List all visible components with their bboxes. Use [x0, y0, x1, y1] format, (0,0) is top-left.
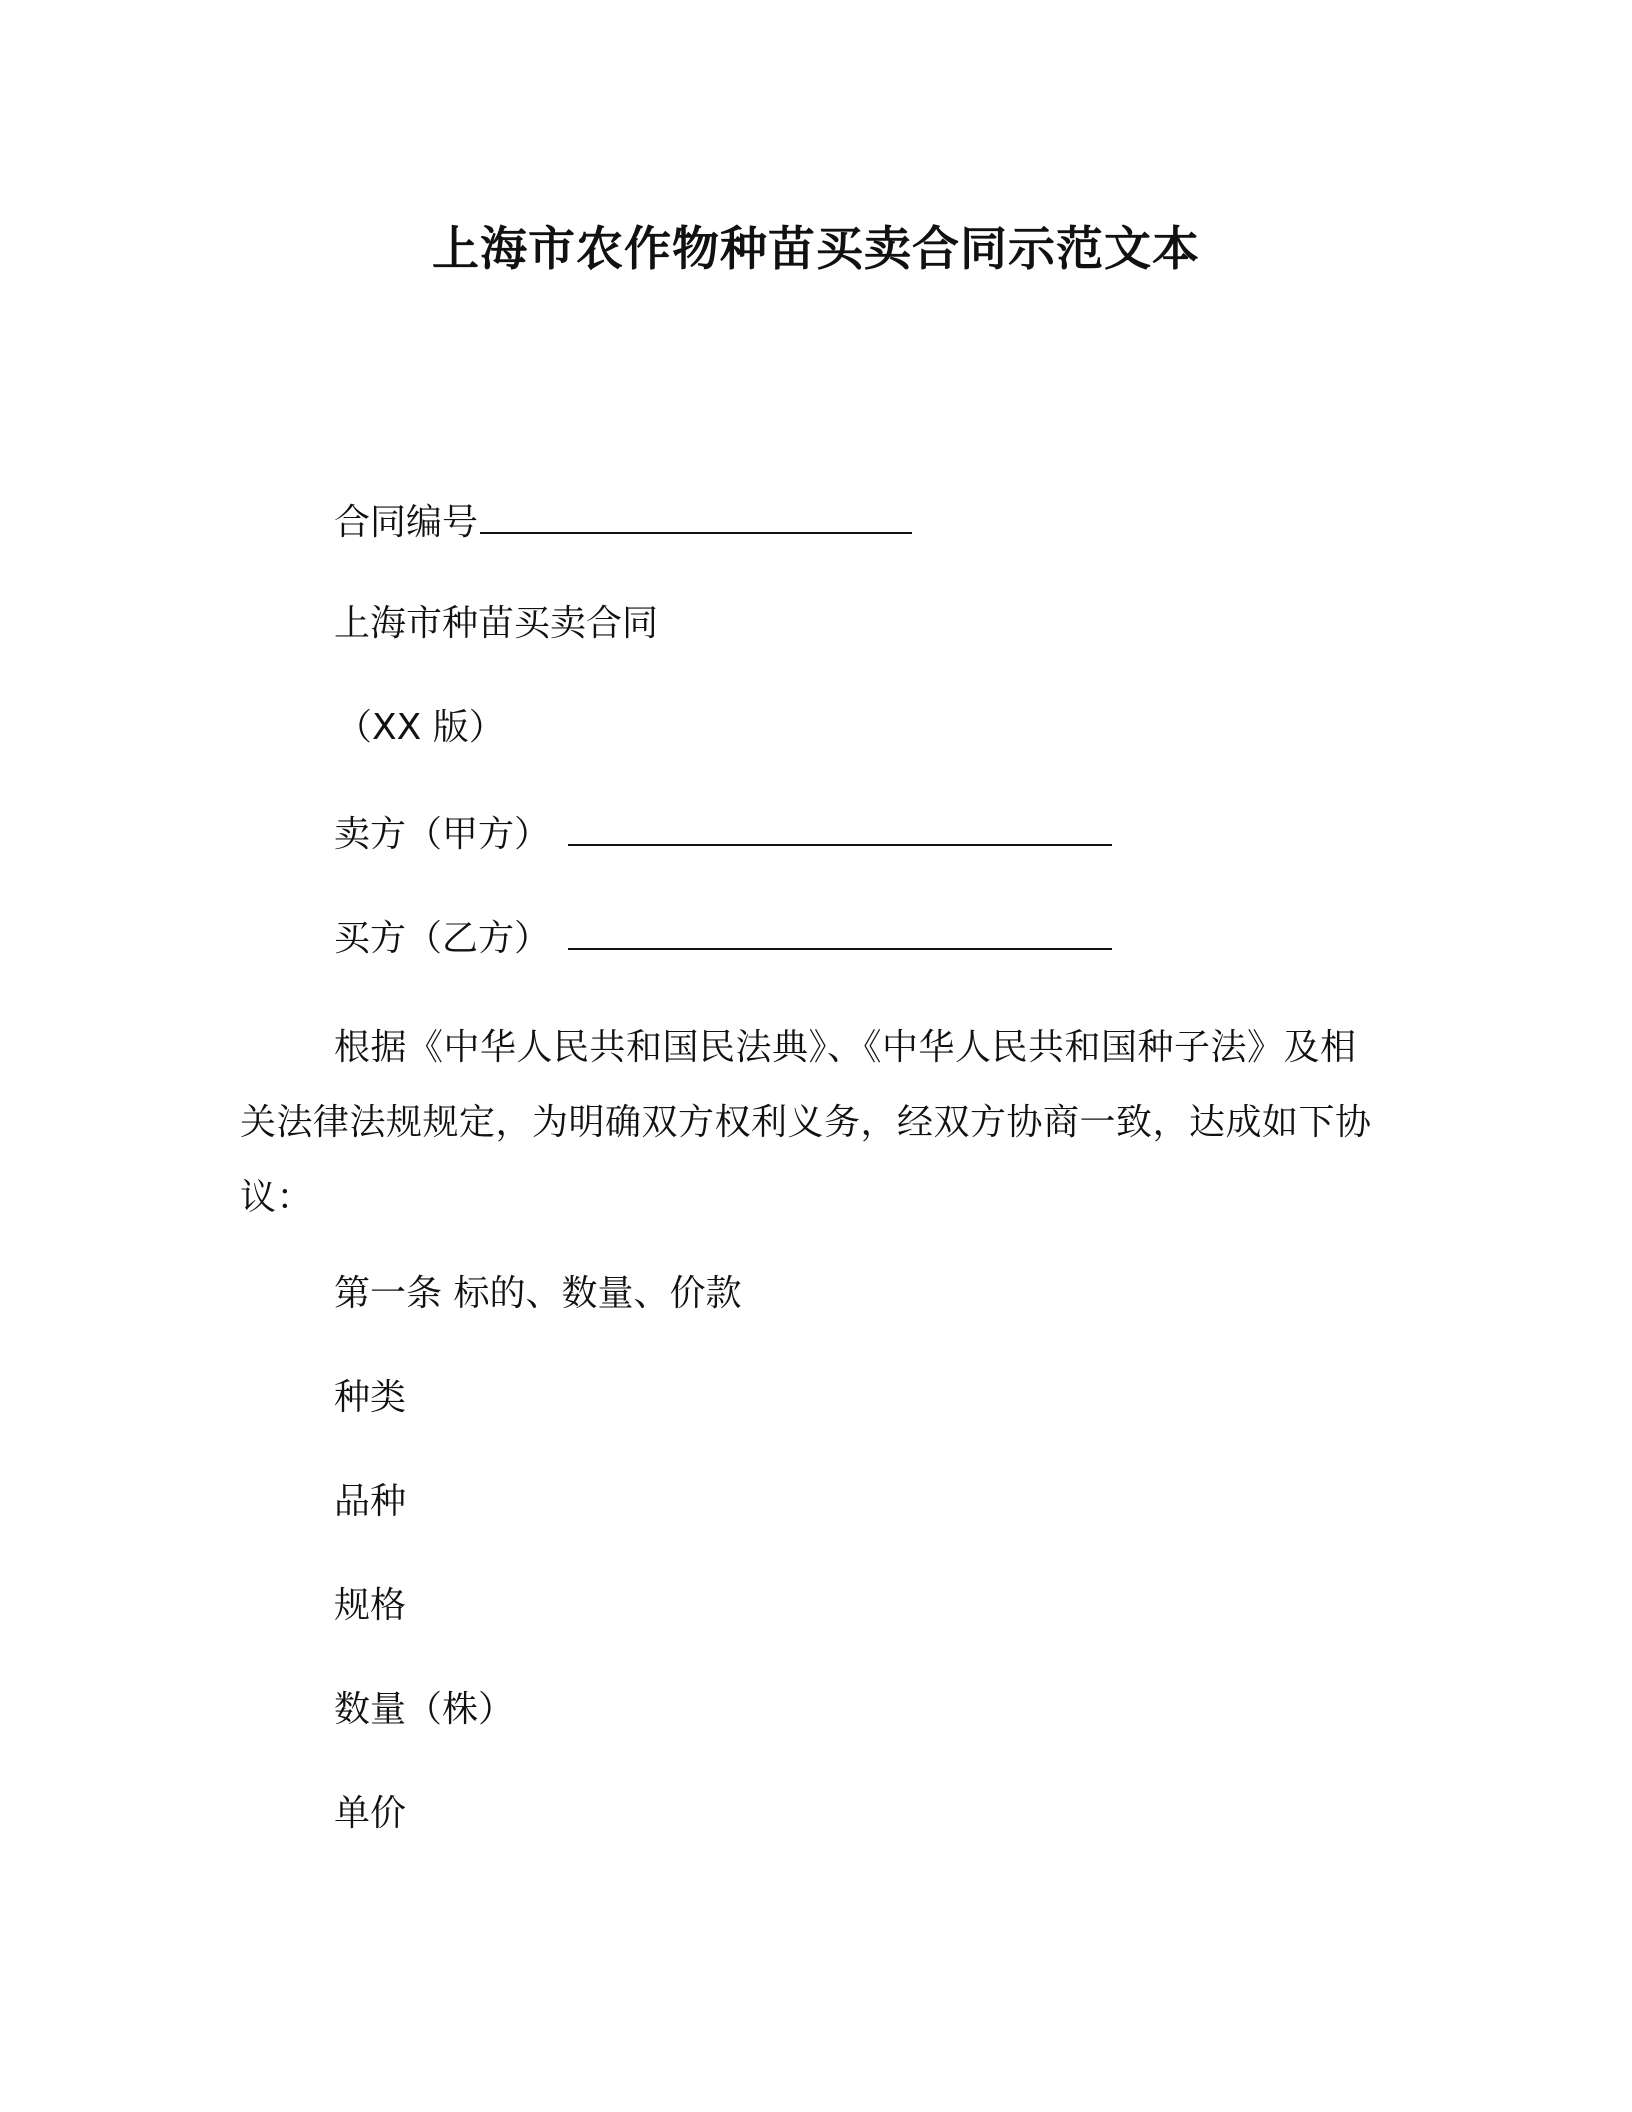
contract-number-label: 合同编号 — [334, 502, 479, 543]
contract-number-blank — [480, 496, 912, 534]
contract-number-line — [334, 496, 912, 549]
field-unit-price: 单价 — [334, 1793, 407, 1834]
contract-heading: 上海市种苗买卖合同 — [334, 603, 659, 644]
field-quantity: 数量（株） — [334, 1689, 515, 1730]
seller-blank — [568, 808, 1112, 846]
buyer-blank — [568, 912, 1112, 950]
buyer-label: 买方（乙方） — [334, 918, 551, 959]
article-1-heading: 第一条 标的、数量、价款 — [334, 1273, 742, 1314]
preamble-paragraph: 根据《中华人民共和国民法典》、《中华人民共和国种子法》及相关法律法规规定，为明确双方权利义务，经双方协商一致，达成如下协议： — [240, 1027, 1372, 1218]
version-label: （XX 版） — [336, 707, 505, 748]
seller-label: 卖方（甲方） — [334, 814, 551, 855]
seller-line — [334, 808, 1112, 861]
document-title: 上海市农作物种苗买卖合同示范文本 — [432, 222, 1200, 277]
field-specification: 规格 — [334, 1585, 407, 1626]
field-category: 种类 — [334, 1377, 407, 1418]
field-variety: 品种 — [334, 1481, 407, 1522]
buyer-line — [334, 912, 1112, 965]
